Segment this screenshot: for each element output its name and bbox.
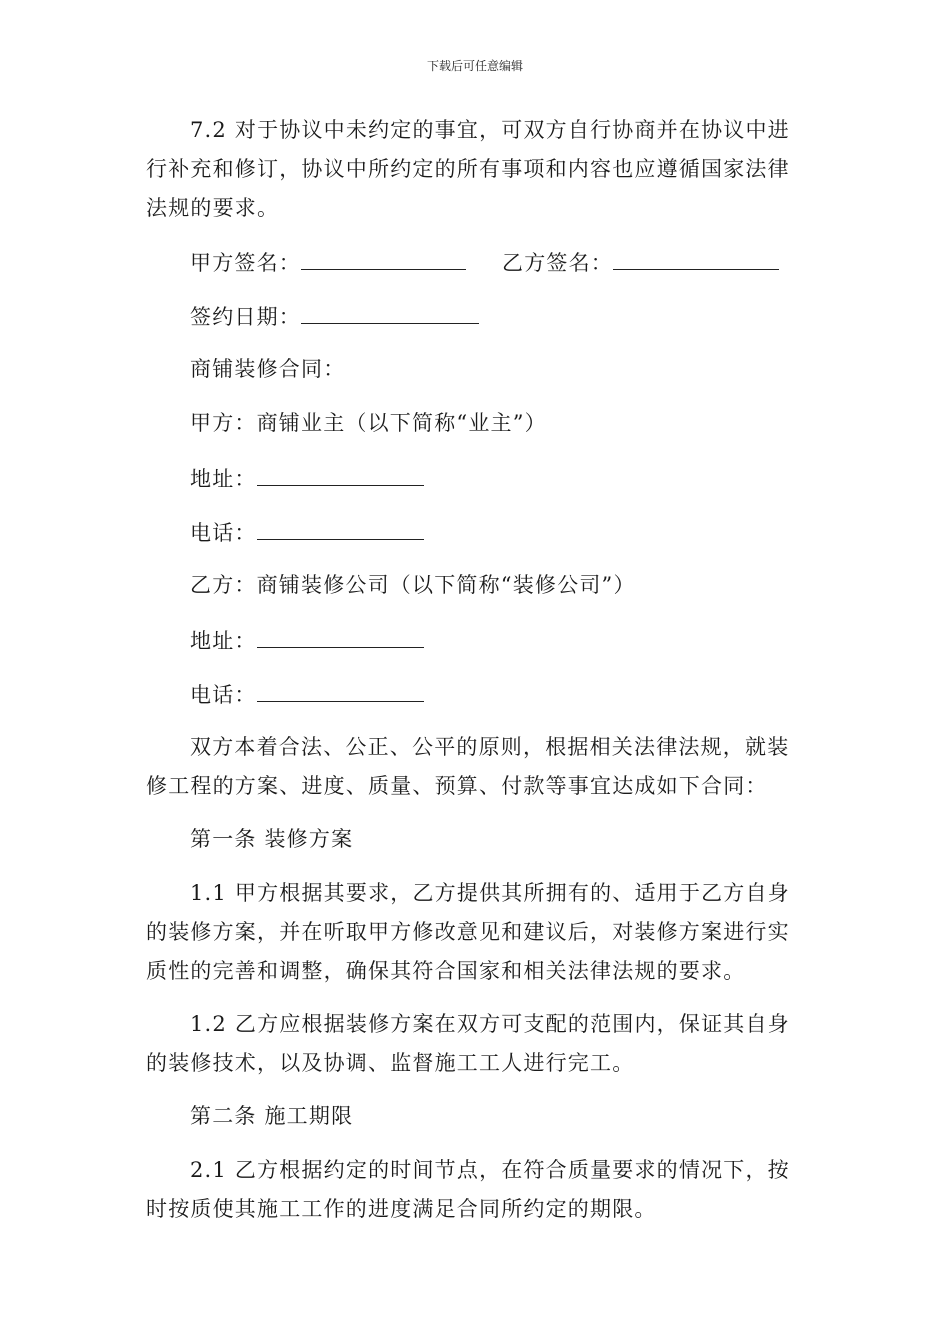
signature-row — [190, 251, 850, 274]
party-a-line: 甲方：商铺业主（以下简称“业主”） — [190, 411, 547, 435]
intro-line-2: 修工程的方案、进度、质量、预算、付款等事宜达成如下合同： — [146, 774, 768, 798]
party-b-phone-blank — [257, 683, 424, 702]
article-1-heading: 第一条 装修方案 — [190, 827, 354, 851]
party-a-phone-row — [190, 521, 850, 544]
clause-7-2-line-3: 法规的要求。 — [146, 196, 280, 220]
article-2-heading: 第二条 施工期限 — [190, 1104, 354, 1128]
signing-date-row — [190, 305, 850, 328]
clause-7-2-line-2: 行补充和修订，协议中所约定的所有事项和内容也应遵循国家法律 — [146, 157, 790, 181]
party-a-signature-label: 甲方签名： — [190, 251, 301, 275]
clause-1-1-line-1: 1.1 甲方根据其要求，乙方提供其所拥有的、适用于乙方自身 — [190, 881, 790, 905]
party-b-phone-row — [190, 683, 850, 706]
party-b-address-row — [190, 629, 850, 652]
party-a-phone-label: 电话： — [190, 521, 257, 545]
clause-2-1-line-2: 时按质使其施工工作的进度满足合同所约定的期限。 — [146, 1197, 657, 1221]
party-a-address-label: 地址： — [190, 467, 257, 491]
clause-1-2-line-1: 1.2 乙方应根据装修方案在双方可支配的范围内，保证其自身 — [190, 1012, 790, 1036]
intro-line-1: 双方本着合法、公正、公平的原则，根据相关法律法规，就装 — [190, 735, 790, 759]
party-b-signature-label: 乙方签名： — [502, 251, 613, 275]
party-a-address-blank — [257, 467, 424, 486]
party-b-line: 乙方：商铺装修公司（以下简称“装修公司”） — [190, 573, 636, 597]
signing-date-label: 签约日期： — [190, 305, 301, 329]
clause-1-2-line-2: 的装修技术，以及协调、监督施工工人进行完工。 — [146, 1051, 635, 1075]
clause-1-1-line-2: 的装修方案，并在听取甲方修改意见和建议后，对装修方案进行实 — [146, 920, 790, 944]
party-b-address-label: 地址： — [190, 629, 257, 653]
signing-date-blank — [301, 305, 479, 324]
page-header: 下载后可任意编辑 — [426, 59, 523, 73]
clause-1-1-line-3: 质性的完善和调整，确保其符合国家和相关法律法规的要求。 — [146, 959, 746, 983]
contract-title: 商铺装修合同： — [190, 357, 346, 381]
clause-2-1-line-1: 2.1 乙方根据约定的时间节点，在符合质量要求的情况下，按 — [190, 1158, 790, 1182]
party-a-signature-blank — [301, 251, 466, 270]
party-b-signature-blank — [613, 251, 779, 270]
clause-7-2-line-1: 7.2 对于协议中未约定的事宜，可双方自行协商并在协议中进 — [190, 118, 790, 142]
party-a-phone-blank — [257, 521, 424, 540]
party-a-address-row — [190, 467, 850, 490]
party-b-address-blank — [257, 629, 424, 648]
party-b-phone-label: 电话： — [190, 683, 257, 707]
